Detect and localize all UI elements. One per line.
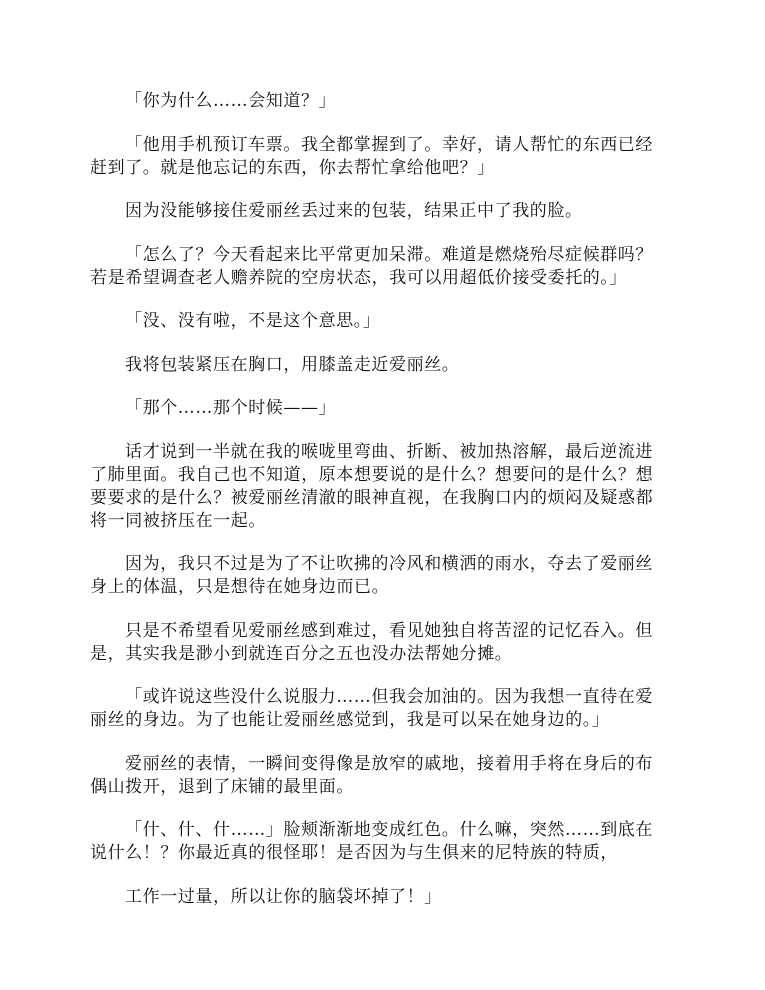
- paragraph-14: 工作一过量，所以让你的脑袋坏掉了！」: [125, 886, 442, 907]
- paragraph-1: 「你为什么……会知道？」: [125, 91, 337, 111]
- paragraph-12: 爱丽丝的表情，一瞬间变得像是放窄的戚地，接着用手将在身后的布偶山拨开，退到了床铺的最里面。: [90, 753, 653, 797]
- paragraph-13: 「什、什、什……」脸颊渐渐地变成红色。什么嘛，突然……到底在说什么！？你最近真的很怪耶！是否因为与生俱来的尼特族的特质，: [90, 820, 653, 863]
- paragraph-4: 「怎么了？今天看起来比平常更加呆滞。难道是燃烧殆尽症候群吗？若是希望调查老人赡养院的空房状态，我可以用超低价接受委托的。」: [90, 244, 653, 288]
- paragraph-3: 因为没能够接住爱丽丝丢过来的包装，结果正中了我的脸。: [125, 201, 583, 221]
- paragraph-9: 因为，我只不过是为了不让吹拂的冷风和横洒的雨水，夺去了爱丽丝身上的体温，只是想待在她身边而已。: [90, 554, 653, 597]
- paragraph-7: 「那个……那个时候——」: [125, 398, 337, 418]
- paragraph-10: 只是不希望看见爱丽丝感到难过，看见她独自将苦涩的记忆吞入。但是，其实我是渺小到就连百分之五也没办法帮她分摊。: [90, 620, 653, 664]
- paragraph-8: 话才说到一半就在我的喉咙里弯曲、折断、被加热溶解，最后逆流进了肺里面。我自己也不知道，原本想要说的是什么？想要问的是什么？想要要求的是什么？被爱丽丝清澈的眼神直视，在我胸口内的烦闷及疑惑都将一同被挤压在一起。: [90, 441, 654, 531]
- paragraph-5: 「没、没有啦，不是这个意思。」: [125, 311, 381, 331]
- paragraph-11: 「或许说这些没什么说服力……但我会加油的。因为我想一直待在爱丽丝的身边。为了也能让爱丽丝感觉到，我是可以呆在她身边的。」: [90, 687, 653, 730]
- paragraph-6: 我将包装紧压在胸口，用膝盖走近爱丽丝。: [125, 354, 460, 375]
- paragraph-2: 「他用手机预订车票。我全都掌握到了。幸好，请人帮忙的东西已经赶到了。就是他忘记的东西，你去帮忙拿给他吧？」: [90, 134, 653, 178]
